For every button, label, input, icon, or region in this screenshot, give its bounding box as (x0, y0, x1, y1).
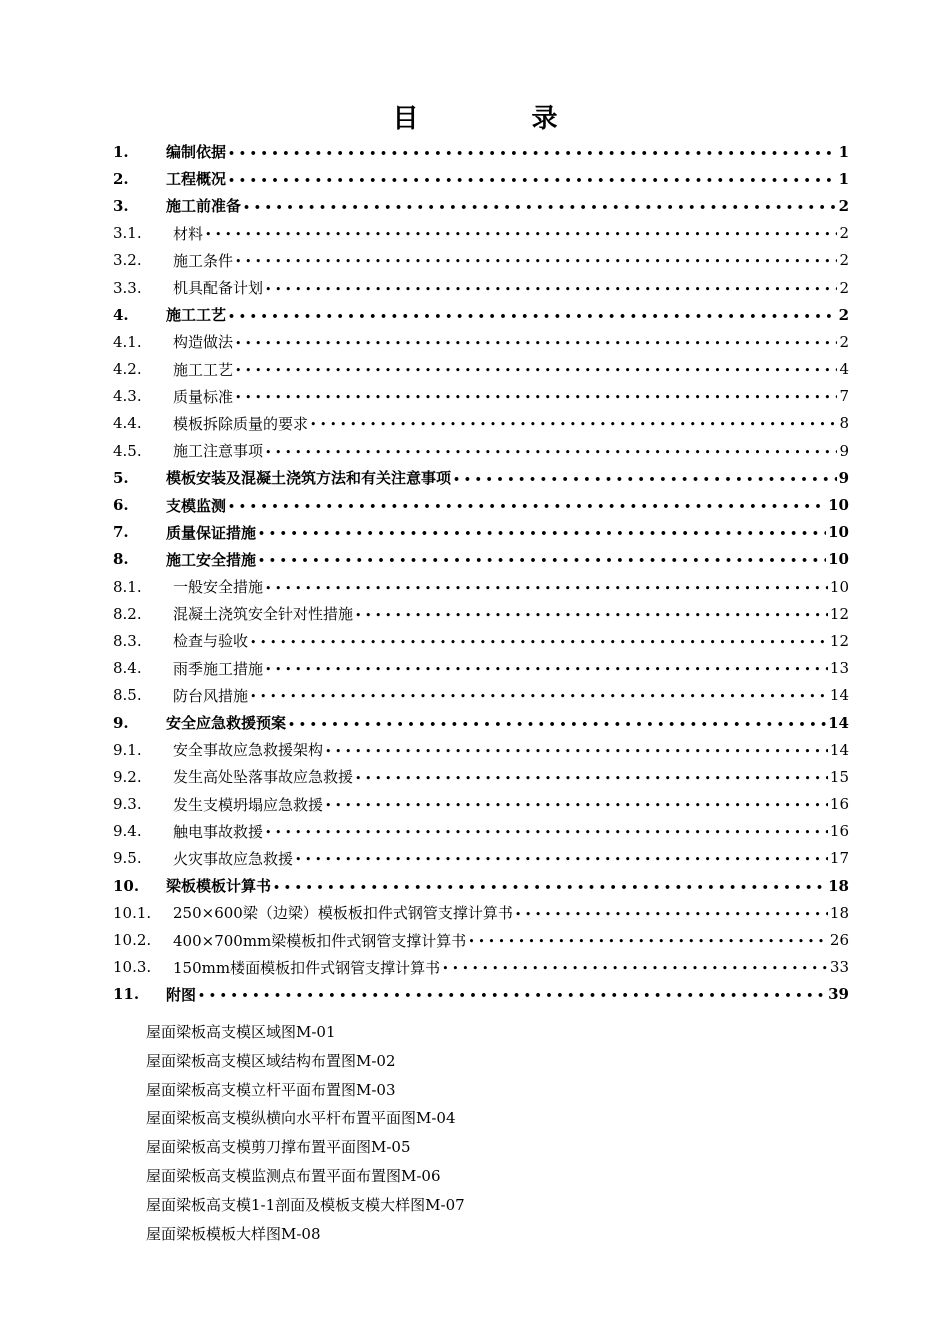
toc-entry-title: 触电事故救援 (173, 822, 264, 841)
toc-entry[interactable] (113, 981, 849, 1008)
toc-entry[interactable] (113, 655, 849, 682)
toc-entry[interactable] (113, 138, 849, 165)
toc-entry-title: 构造做法 (173, 333, 234, 352)
toc-entry-page: 10 (828, 550, 849, 569)
toc-entry-page: 8 (839, 414, 849, 433)
dot-leader (205, 224, 837, 242)
toc-entry-number: 4.2. (113, 360, 142, 379)
toc-entry-title: 附图 (166, 985, 197, 1004)
dot-leader (295, 849, 828, 867)
toc-entry-number: 3.1. (113, 224, 142, 243)
toc-entry-number: 8.2. (113, 604, 142, 623)
toc-entry[interactable] (113, 192, 849, 219)
toc-entry-page: 14 (829, 740, 849, 759)
toc-entry-number: 9.1. (113, 740, 142, 759)
dot-leader (228, 143, 837, 161)
toc-entry-number: 9. (113, 713, 129, 732)
toc-entry-page: 18 (829, 903, 849, 922)
toc-entry-number: 8. (113, 550, 129, 569)
toc-entry-number: 9.4. (113, 822, 142, 841)
dot-leader (228, 170, 837, 188)
toc-entry-number: 9.3. (113, 795, 142, 814)
toc-entry-title: 安全应急救援预案 (166, 714, 287, 733)
toc-entry[interactable] (113, 165, 849, 192)
toc-entry-number: 10. (113, 876, 140, 895)
figure-item: 屋面梁板高支模区域图M-01 (146, 1023, 336, 1041)
toc-entry-page: 2 (838, 305, 849, 324)
toc-entry-number: 5. (113, 468, 129, 487)
toc-entry-title: 材料 (173, 224, 204, 243)
toc-entry-page: 4 (839, 360, 849, 379)
toc-entry[interactable] (113, 328, 849, 355)
toc-entry-title: 150mm楼面模板扣件式钢管支撑计算书 (173, 958, 441, 977)
toc-entry-number: 7. (113, 523, 129, 542)
toc-entry-page: 2 (839, 251, 849, 270)
toc-entry-title: 施工条件 (173, 251, 234, 270)
figure-item: 屋面梁板高支模剪刀撑布置平面图M-05 (146, 1138, 411, 1157)
toc-entry-page: 10 (828, 496, 849, 515)
figure-item: 屋面梁板高支模纵横向水平杆布置平面图M-04 (146, 1109, 456, 1128)
toc-entry-page: 14 (829, 686, 849, 705)
toc-entry-number: 3. (113, 196, 129, 215)
toc-entry-page: 33 (829, 958, 849, 977)
toc-entry-number: 9.5. (113, 849, 142, 868)
toc-entry[interactable] (113, 954, 849, 981)
toc-entry-number: 8.5. (113, 686, 142, 705)
dot-leader (288, 714, 826, 732)
toc-entry-page: 13 (829, 659, 849, 678)
toc-entry-page: 2 (838, 196, 849, 215)
toc-entry-page: 14 (828, 713, 849, 732)
toc-entry-page: 9 (838, 468, 849, 487)
dot-leader (265, 578, 828, 596)
toc-entry-page: 39 (828, 985, 849, 1004)
toc-entry-number: 10.1. (113, 903, 152, 922)
toc-entry[interactable] (113, 682, 849, 709)
dot-leader (198, 985, 826, 1003)
dot-leader (265, 442, 837, 460)
toc-entry-title: 400×700mm梁模板扣件式钢管支撑计算书 (173, 931, 467, 950)
toc-entry-title: 工程概况 (166, 170, 227, 189)
toc-entry-title: 施工前准备 (166, 197, 242, 216)
toc-entry-page: 17 (829, 849, 849, 868)
toc-entry-title: 质量标准 (173, 387, 234, 406)
toc-entry-number: 6. (113, 496, 129, 515)
toc-entry-number: 3.2. (113, 251, 142, 270)
toc-entry-page: 16 (829, 795, 849, 814)
dot-leader (258, 523, 826, 541)
toc-entry-title: 模板安装及混凝土浇筑方法和有关注意事项 (166, 469, 452, 488)
toc-entry-number: 4. (113, 305, 129, 324)
toc-entry-title: 防台风措施 (173, 686, 249, 705)
toc-entry-page: 1 (838, 142, 849, 161)
toc-entry[interactable] (113, 519, 849, 546)
dot-leader (515, 904, 828, 922)
dot-leader (228, 496, 826, 514)
toc-entry[interactable] (113, 437, 849, 464)
toc-entry[interactable] (113, 383, 849, 410)
toc-entry-title: 火灾事故应急救援 (173, 849, 294, 868)
toc-entry-title: 雨季施工措施 (173, 659, 264, 678)
dot-leader (235, 387, 837, 405)
toc-entry-title: 施工工艺 (166, 306, 227, 325)
toc-entry-title: 安全事故应急救援架构 (173, 741, 324, 760)
toc-entry[interactable] (113, 274, 849, 301)
toc-entry[interactable] (113, 491, 849, 518)
toc-entry-title: 混凝土浇筑安全针对性措施 (173, 605, 354, 624)
dot-leader (243, 197, 837, 215)
toc-entry-page: 7 (839, 387, 849, 406)
dot-leader (235, 333, 837, 351)
toc-entry-title: 机具配备计划 (173, 279, 264, 298)
dot-leader (235, 251, 837, 269)
toc-entry[interactable] (113, 899, 849, 926)
toc-entry[interactable] (113, 818, 849, 845)
toc-entry-title: 250×600梁（边梁）模板板扣件式钢管支撑计算书 (173, 904, 513, 923)
toc-entry-title: 施工安全措施 (166, 550, 257, 569)
figure-item: 屋面梁板模板大样图M-08 (146, 1224, 321, 1243)
toc-entry-number: 2. (113, 169, 129, 188)
toc-entry-number: 4.1. (113, 332, 142, 351)
dot-leader (453, 469, 837, 487)
toc-entry[interactable] (113, 791, 849, 818)
toc-entry-number: 8.1. (113, 577, 142, 596)
figure-item: 屋面梁板高支模1-1剖面及模板支模大样图M-07 (146, 1195, 465, 1214)
dot-leader (310, 414, 837, 432)
toc-entry-title: 模板拆除质量的要求 (173, 414, 309, 433)
toc-entry-number: 4.3. (113, 387, 142, 406)
toc-entry[interactable] (113, 464, 849, 491)
figure-item: 屋面梁板高支模区域结构布置图M-02 (146, 1051, 396, 1070)
figure-list (146, 1018, 465, 1248)
toc-entry-title: 一般安全措施 (173, 578, 264, 597)
toc-entry-page: 2 (839, 332, 849, 351)
dot-leader (235, 360, 837, 378)
toc-entry[interactable] (113, 247, 849, 274)
dot-leader (355, 605, 828, 623)
toc-entry-number: 4.4. (113, 414, 142, 433)
toc-entry[interactable] (113, 600, 849, 627)
dot-leader (265, 822, 828, 840)
toc-entry-title: 检查与验收 (173, 632, 249, 651)
dot-leader (325, 795, 828, 813)
dot-leader (258, 550, 826, 568)
toc-entry-title: 编制依据 (166, 143, 227, 162)
toc-entry-page: 10 (828, 523, 849, 542)
toc-entry[interactable] (113, 872, 849, 899)
toc-entry[interactable] (113, 709, 849, 736)
toc-entry-page: 15 (829, 767, 849, 786)
toc-entry[interactable] (113, 845, 849, 872)
toc-entry-number: 3.3. (113, 278, 142, 297)
toc-entry-page: 16 (829, 822, 849, 841)
toc-entry-number: 8.4. (113, 659, 142, 678)
toc-entry[interactable] (113, 546, 849, 573)
toc-entry-title: 发生高处坠落事故应急救援 (173, 768, 354, 787)
toc-entry-page: 18 (828, 876, 849, 895)
toc-entry[interactable] (113, 220, 849, 247)
dot-leader (273, 877, 826, 895)
toc-entry[interactable] (113, 627, 849, 654)
toc-entry[interactable] (113, 573, 849, 600)
toc-entry-title: 发生支模坍塌应急救援 (173, 795, 324, 814)
toc-entry[interactable] (113, 736, 849, 763)
dot-leader (468, 931, 828, 949)
dot-leader (355, 768, 828, 786)
dot-leader (442, 958, 828, 976)
toc-entry-title: 支模监测 (166, 496, 227, 515)
toc-entry-number: 4.5. (113, 441, 142, 460)
toc-entry-title: 施工工艺 (173, 360, 234, 379)
toc-entry-page: 10 (829, 577, 849, 596)
toc-entry[interactable] (113, 356, 849, 383)
toc-entry-page: 2 (839, 224, 849, 243)
toc-entry-number: 9.2. (113, 767, 142, 786)
toc-entry-number: 10.2. (113, 931, 152, 950)
table-of-contents (113, 138, 849, 1008)
toc-entry[interactable] (113, 926, 849, 953)
toc-entry-number: 1. (113, 142, 129, 161)
toc-entry[interactable] (113, 763, 849, 790)
toc-entry-page: 1 (838, 169, 849, 188)
figure-item: 屋面梁板高支模立杆平面布置图M-03 (146, 1080, 396, 1099)
toc-entry-title: 施工注意事项 (173, 442, 264, 461)
toc-entry-title: 梁板模板计算书 (166, 877, 272, 896)
toc-entry-number: 8.3. (113, 631, 142, 650)
dot-leader (265, 279, 837, 297)
toc-entry[interactable] (113, 301, 849, 328)
toc-entry[interactable] (113, 410, 849, 437)
toc-entry-page: 26 (829, 931, 849, 950)
toc-entry-number: 10.3. (113, 958, 152, 977)
toc-entry-page: 9 (839, 441, 849, 460)
toc-entry-page: 2 (839, 278, 849, 297)
dot-leader (228, 306, 837, 324)
toc-entry-title: 质量保证措施 (166, 523, 257, 542)
toc-entry-page: 12 (829, 604, 849, 623)
dot-leader (325, 741, 828, 759)
figure-item: 屋面梁板高支模监测点布置平面布置图M-06 (146, 1166, 441, 1185)
page-title: 目 录 (392, 104, 610, 134)
dot-leader (250, 632, 828, 650)
dot-leader (265, 659, 828, 677)
toc-entry-number: 11. (113, 985, 140, 1004)
toc-entry-page: 12 (829, 631, 849, 650)
dot-leader (250, 686, 828, 704)
